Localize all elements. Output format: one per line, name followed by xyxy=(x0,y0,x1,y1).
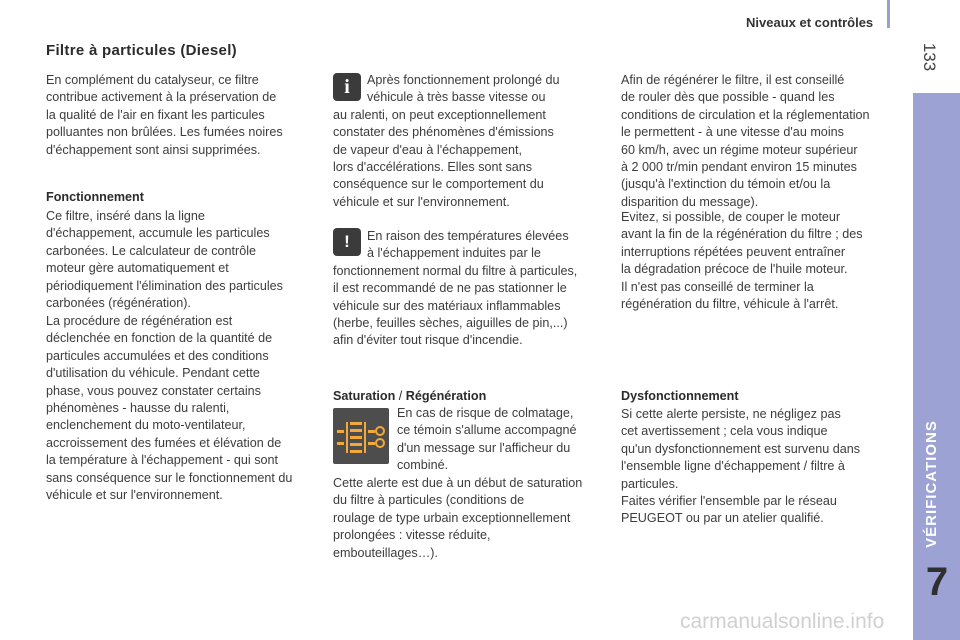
text-line: sans conséquence sur le fonctionnement du xyxy=(46,470,293,485)
text-line: le permettent - à une vitesse d'au moins xyxy=(621,125,844,140)
text-line: particules accumulées et des conditions xyxy=(46,348,269,363)
text-line: interruptions répétées peuvent entraîner xyxy=(621,244,846,259)
info-icon: i xyxy=(333,73,361,101)
header-rule xyxy=(887,0,890,28)
text-line: accroissement des fumées et élévation de xyxy=(46,435,282,450)
dysfonctionnement-paragraph-2 xyxy=(621,493,837,528)
heading-saturation: Saturation / Régénération xyxy=(333,389,487,403)
text-line: Afin de régénérer le filtre, il est conseillé xyxy=(621,73,845,87)
section-title: Filtre à particules (Diesel) xyxy=(46,42,237,59)
text-line: (jusqu'à l'extinction du témoin et/ou la xyxy=(621,177,831,192)
text-line: carbonées. Le calculateur de contrôle xyxy=(46,243,257,258)
text-line: qu'un dysfonctionnement est survenu dans xyxy=(621,441,861,456)
fonctionnement-paragraph-1 xyxy=(46,208,283,312)
heading-dysfonctionnement: Dysfonctionnement xyxy=(621,389,739,403)
text-line: la dégradation précoce de l'huile moteur. xyxy=(621,262,848,277)
text-line: Il n'est pas conseillé de terminer la xyxy=(621,279,814,294)
text-line: Evitez, si possible, de couper le moteur xyxy=(621,210,841,224)
regeneration-paragraph xyxy=(621,72,870,211)
text-line: prolongées : vitesse réduite, xyxy=(333,528,491,543)
text-line: moteur gère automatiquement et xyxy=(46,261,229,276)
chapter-number: 7 xyxy=(925,560,949,604)
warning-icon: ! xyxy=(333,228,361,256)
text-line: disparition du message). xyxy=(621,194,759,209)
text-line: roulage de type urbain exceptionnellement xyxy=(333,510,571,525)
saturation-lamp-text xyxy=(397,405,577,475)
text-line: d'échappement, accumule les particules xyxy=(46,226,270,241)
info-note: Après fonctionnement prolongé du véhicule à très basse vitesse ou au ralenti, on peut exceptionnellement constater des phénomènes d'émissions de vapeur d'eau à l'échappement, lors d'accélérations. Elles sont sans conséquence sur le comportement du véhicule et sur l'environnement. xyxy=(333,73,560,209)
text-line: Cette alerte est due à un début de saturation xyxy=(333,476,583,490)
text-line: embouteillages…). xyxy=(333,545,438,560)
text-line: du filtre à particules (conditions de xyxy=(333,493,525,508)
saturation-paragraph xyxy=(333,475,582,562)
text-line: véhicule et sur l'environnement. xyxy=(46,488,223,503)
text-line: la température à l'échappement - qui sont xyxy=(46,453,279,468)
engine-stop-paragraph xyxy=(621,209,863,313)
text-line: contribue activement à la préservation de xyxy=(46,90,277,105)
text-line: à 2 000 tr/min pendant environ 15 minutes xyxy=(621,160,857,175)
text-line: En complément du catalyseur, ce filtre xyxy=(46,73,259,87)
text-line: Faites vérifier l'ensemble par le réseau xyxy=(621,494,837,508)
text-line: particules. xyxy=(621,476,679,491)
text-line: la qualité de l'air en fixant les particules xyxy=(46,107,265,122)
text-line: carbonées (régénération). xyxy=(46,296,191,311)
heading-fonctionnement: Fonctionnement xyxy=(46,190,144,204)
text-line: combiné. xyxy=(397,458,449,473)
text-line: En cas de risque de colmatage, xyxy=(397,406,574,420)
text-line: avant la fin de la régénération du filtre ; des xyxy=(621,227,863,242)
watermark: carmanualsonline.info xyxy=(680,610,885,633)
text-line: cet avertissement ; cela vous indique xyxy=(621,424,828,439)
fonctionnement-paragraph-2 xyxy=(46,313,292,504)
text-line: 60 km/h, avec un régime moteur supérieur xyxy=(621,142,858,157)
text-line: l'ensemble ligne d'échappement / filtre à xyxy=(621,459,845,474)
text-line: phénomènes - hausse du ralenti, xyxy=(46,401,230,416)
particle-filter-warning-lamp-icon xyxy=(333,408,389,464)
text-line: phase, vous pouvez constater certains xyxy=(46,383,261,398)
text-line: conditions de circulation et la réglementation xyxy=(621,107,870,122)
text-line: ce témoin s'allume accompagné xyxy=(397,423,577,438)
text-line: enclenchement du moto-ventilateur, xyxy=(46,418,246,433)
intro-paragraph xyxy=(46,72,283,159)
text-line: polluantes non brûlées. Les fumées noires xyxy=(46,125,283,140)
text-line: PEUGEOT ou par un atelier qualifié. xyxy=(621,511,824,526)
warning-note: En raison des températures élevées à l'échappement induites par le fonctionnement normal du filtre à particules, il est recommandé de ne pas stationner le véhicule sur des matériaux inflammables (herbe, feuilles sèches, aiguilles de pin,...) afin d'éviter tout risque d'incendie. xyxy=(333,229,578,348)
chapter-tab-label: VÉRIFICATIONS xyxy=(923,420,940,548)
text-line: de rouler dès que possible - quand les xyxy=(621,90,835,105)
text-line: d'un message sur l'afficheur du xyxy=(397,440,571,455)
text-line: La procédure de régénération est xyxy=(46,314,233,328)
running-header: Niveaux et contrôles xyxy=(746,15,874,30)
page-number: 133 xyxy=(920,42,939,72)
text-line: périodiquement l'élimination des particules xyxy=(46,278,283,293)
text-line: déclenchée en fonction de la quantité de xyxy=(46,331,273,346)
text-line: d'utilisation du véhicule. Pendant cette xyxy=(46,366,260,381)
text-line: Ce filtre, inséré dans la ligne xyxy=(46,209,205,223)
text-line: d'échappement sont ainsi supprimées. xyxy=(46,142,261,157)
text-line: Si cette alerte persiste, ne négligez pas xyxy=(621,407,841,421)
dysfonctionnement-paragraph-1 xyxy=(621,406,860,493)
text-line: régénération du filtre, véhicule à l'arrêt. xyxy=(621,297,839,312)
